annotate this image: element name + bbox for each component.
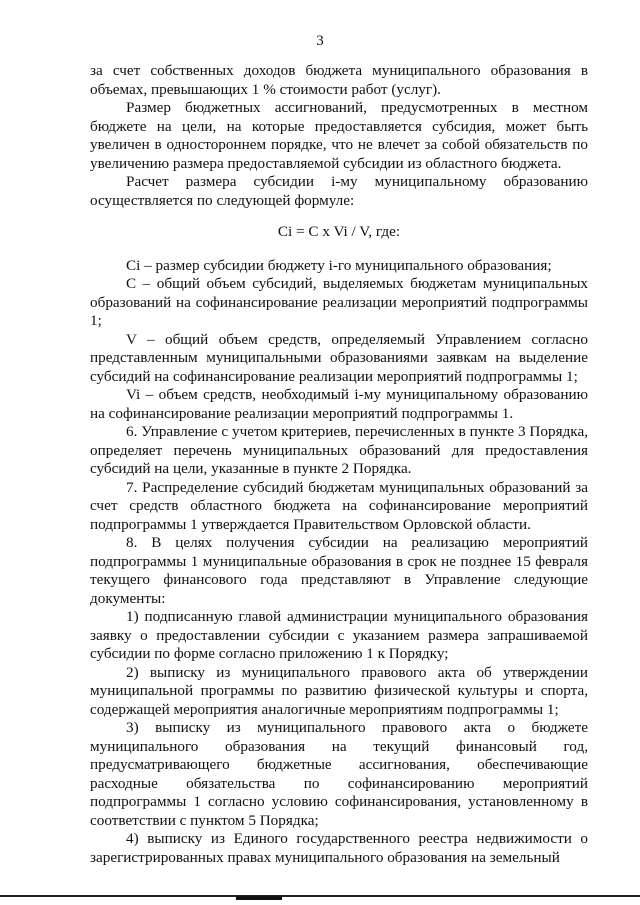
- clause-8-item-4: 4) выписку из Единого государственного реестра недвижимости о зарегистрированных правах муниципального образования на земельный: [90, 830, 588, 866]
- paragraph-continuation: за счет собственных доходов бюджета муниципального образования в объемах, превышающих 1 % стоимости работ (услуг).: [90, 62, 588, 98]
- clause-8-item-3: 3) выписку из муниципального правового акта о бюджете муниципального образования на текущий финансовый год, предусматривающего бюджетные ассигнования, обеспечивающие расходные обязательства по софинансированию мероприятий подпрограммы 1 согласно условию софинансирования, установленному в соответствии с пунктом 5 Порядка;: [90, 719, 588, 829]
- clause-6: 6. Управление с учетом критериев, перечисленных в пункте 3 Порядка, определяет перечень муниципальных образований для предоставления субсидий на цели, указанные в пункте 2 Порядка.: [90, 423, 588, 477]
- definition-vi: Vi – объем средств, необходимый i-му муниципальному образованию на софинансирование реализации мероприятий подпрограммы 1.: [90, 386, 588, 422]
- clause-8-item-2: 2) выписку из муниципального правового акта об утверждении муниципальной программы по развитию физической культуры и спорта, содержащей мероприятия аналогичные мероприятиям подпрограммы 1;: [90, 663, 588, 718]
- scan-mark: [236, 896, 282, 900]
- formula: Ci = C x Vi / V, где:: [277, 223, 401, 240]
- clause-8-item-1: 1) подписанную главой администрации муниципального образования заявку о предоставлении субсидии с указанием размера запрашиваемой субсидии по форме согласно приложению 1 к Порядку;: [90, 608, 588, 662]
- scan-bottom-edge: [0, 895, 640, 897]
- clause-8: 8. В целях получения субсидии на реализацию мероприятий подпрограммы 1 муниципальные образования в срок не позднее 15 февраля текущего финансового года представляют в Управление следующие документы:: [90, 534, 588, 607]
- document-body: [90, 62, 588, 867]
- clause-7: 7. Распределение субсидий бюджетам муниципальных образований за счет средств областного бюджета на софинансирование мероприятий подпрограммы 1 утверждается Правительством Орловской области.: [90, 478, 588, 533]
- definition-v: V – общий объем средств, определяемый Управлением согласно представленным муниципальными образованиями заявкам на выделение субсидий на софинансирование реализации мероприятий подпрограммы 1;: [90, 330, 588, 385]
- definition-ci: Ci – размер субсидии бюджету i-го муниципального образования;: [126, 256, 552, 274]
- paragraph-calculation-intro: Расчет размера субсидии i-му муниципальному образованию осуществляется по следующей формуле:: [90, 173, 588, 209]
- page-number: 3: [316, 33, 324, 49]
- paragraph-budget-allocation: Размер бюджетных ассигнований, предусмотренных в местном бюджете на цели, на которые предоставляется субсидия, может быть увеличен в одностороннем порядке, что не влечет за собой обязательств по увеличению размера предоставляемой субсидии из областного бюджета.: [90, 99, 588, 172]
- definition-c: C – общий объем субсидий, выделяемых бюджетам муниципальных образований на софинансирование реализации мероприятий подпрограммы 1;: [90, 275, 588, 329]
